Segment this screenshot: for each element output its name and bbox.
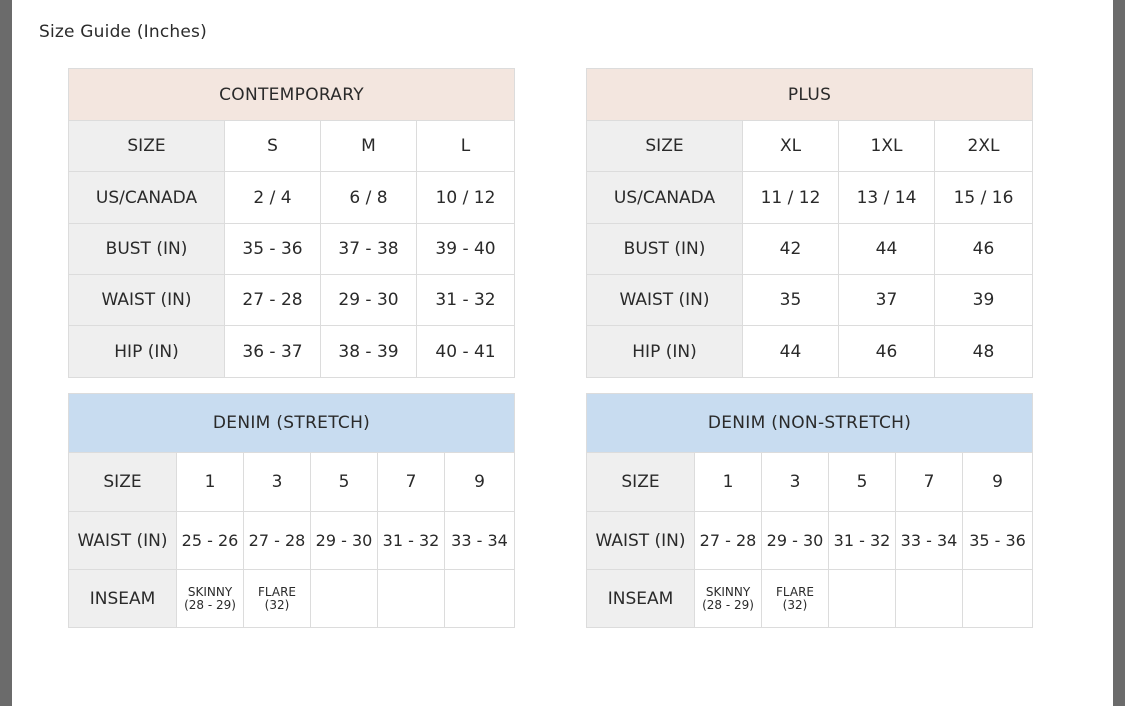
table-cell: [695, 570, 762, 628]
inseam-length: (28 - 29): [184, 597, 236, 612]
table-cell: 27 - 28: [244, 512, 311, 570]
table-cell: 37: [839, 275, 935, 326]
inseam-style: SKINNY: [187, 584, 233, 599]
row-label: HIP (IN): [587, 326, 743, 378]
size-label: SIZE: [587, 121, 743, 172]
table-cell: 29 - 30: [311, 512, 378, 570]
row-label: BUST (IN): [69, 224, 225, 275]
table-cell: 44: [839, 224, 935, 275]
inseam-style: FLARE: [258, 584, 296, 599]
table-row: [587, 326, 1033, 378]
table-cell: 35 - 36: [225, 224, 321, 275]
table-cell: 29 - 30: [762, 512, 829, 570]
empty-cell: [445, 570, 515, 628]
row-label: INSEAM: [69, 570, 177, 628]
inseam-style: SKINNY: [705, 584, 751, 599]
size-label: SIZE: [69, 121, 225, 172]
empty-cell: [896, 570, 963, 628]
table-cell: 10 / 12: [417, 172, 515, 224]
table-row: [587, 512, 1033, 570]
size-cell: 1XL: [839, 121, 935, 172]
table-heading: PLUS: [587, 69, 1033, 121]
size-guide-sheet: [12, 0, 1113, 706]
row-label: US/CANADA: [69, 172, 225, 224]
table-cell: [762, 570, 829, 628]
table-heading: CONTEMPORARY: [69, 69, 515, 121]
row-label: WAIST (IN): [587, 275, 743, 326]
table-row: [69, 275, 515, 326]
size-cell: 3: [244, 453, 311, 512]
denim-stretch-size-table: [68, 393, 515, 628]
plus-size-table: [586, 68, 1033, 378]
table-cell: [177, 570, 244, 628]
table-cell: 39: [935, 275, 1033, 326]
table-cell: 33 - 34: [896, 512, 963, 570]
size-cell: 5: [829, 453, 896, 512]
row-label: BUST (IN): [587, 224, 743, 275]
size-cell: L: [417, 121, 515, 172]
empty-cell: [829, 570, 896, 628]
table-heading: DENIM (STRETCH): [69, 394, 515, 453]
size-cell: 1: [695, 453, 762, 512]
table-cell: 44: [743, 326, 839, 378]
table-cell: 25 - 26: [177, 512, 244, 570]
table-cell: 11 / 12: [743, 172, 839, 224]
table-row: [69, 224, 515, 275]
table-cell: 31 - 32: [829, 512, 896, 570]
size-cell: M: [321, 121, 417, 172]
table-row: [69, 172, 515, 224]
empty-cell: [311, 570, 378, 628]
inseam-length: (28 - 29): [702, 597, 754, 612]
table-row: [69, 512, 515, 570]
size-cell: XL: [743, 121, 839, 172]
table-cell: 40 - 41: [417, 326, 515, 378]
table-cell: 38 - 39: [321, 326, 417, 378]
row-label: WAIST (IN): [69, 275, 225, 326]
table-cell: 39 - 40: [417, 224, 515, 275]
table-row: [587, 172, 1033, 224]
table-cell: 48: [935, 326, 1033, 378]
size-cell: 9: [963, 453, 1033, 512]
table-cell: 31 - 32: [417, 275, 515, 326]
size-cell: 3: [762, 453, 829, 512]
inseam-length: (32): [782, 597, 808, 612]
contemporary-size-table: [68, 68, 515, 378]
row-label: HIP (IN): [69, 326, 225, 378]
row-label: WAIST (IN): [587, 512, 695, 570]
size-cell: 2XL: [935, 121, 1033, 172]
size-label: SIZE: [69, 453, 177, 512]
table-cell: 27 - 28: [225, 275, 321, 326]
table-cell: 15 / 16: [935, 172, 1033, 224]
table-cell: 27 - 28: [695, 512, 762, 570]
table-cell: 29 - 30: [321, 275, 417, 326]
inseam-style: FLARE: [776, 584, 814, 599]
empty-cell: [378, 570, 445, 628]
row-label: INSEAM: [587, 570, 695, 628]
table-cell: 42: [743, 224, 839, 275]
size-cell: 1: [177, 453, 244, 512]
table-cell: 46: [935, 224, 1033, 275]
size-cell: S: [225, 121, 321, 172]
table-cell: 6 / 8: [321, 172, 417, 224]
table-row: [587, 570, 1033, 628]
inseam-length: (32): [264, 597, 290, 612]
size-cell: 9: [445, 453, 515, 512]
table-cell: [244, 570, 311, 628]
size-cell: 7: [378, 453, 445, 512]
table-row: [69, 326, 515, 378]
size-cell: 7: [896, 453, 963, 512]
table-cell: 35 - 36: [963, 512, 1033, 570]
table-cell: 46: [839, 326, 935, 378]
table-cell: 13 / 14: [839, 172, 935, 224]
table-cell: 35: [743, 275, 839, 326]
empty-cell: [963, 570, 1033, 628]
table-cell: 33 - 34: [445, 512, 515, 570]
size-cell: 5: [311, 453, 378, 512]
table-heading: DENIM (NON-STRETCH): [587, 394, 1033, 453]
table-cell: 2 / 4: [225, 172, 321, 224]
table-cell: 31 - 32: [378, 512, 445, 570]
row-label: US/CANADA: [587, 172, 743, 224]
table-cell: 36 - 37: [225, 326, 321, 378]
table-row: [587, 224, 1033, 275]
size-label: SIZE: [587, 453, 695, 512]
row-label: WAIST (IN): [69, 512, 177, 570]
denim-nonstretch-size-table: [586, 393, 1033, 628]
page-title: Size Guide (Inches): [39, 22, 207, 42]
table-row: [587, 275, 1033, 326]
table-cell: 37 - 38: [321, 224, 417, 275]
table-row: [69, 570, 515, 628]
